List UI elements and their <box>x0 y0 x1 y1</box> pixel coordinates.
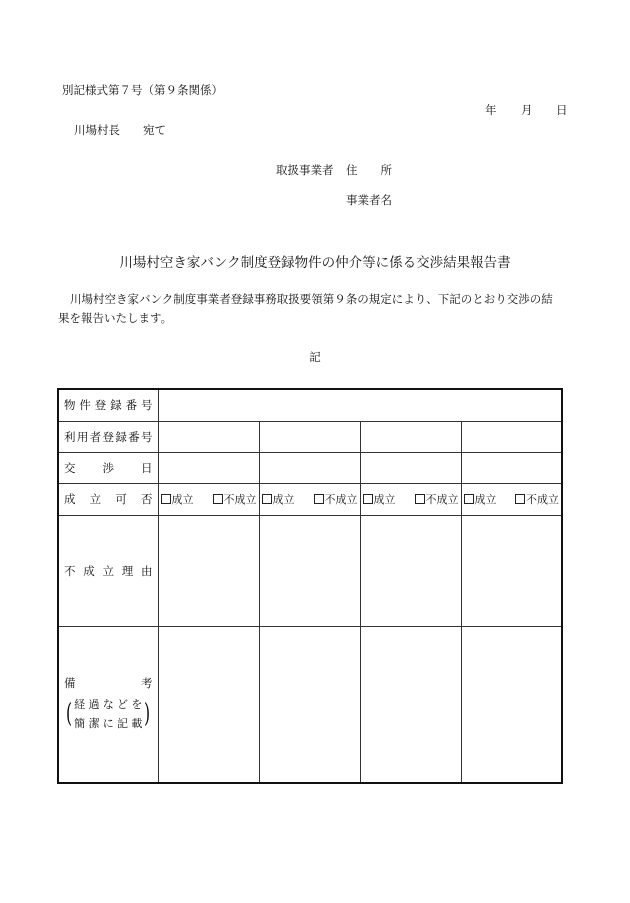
checkbox-icon <box>213 494 223 504</box>
failure-reason-field-4[interactable] <box>461 515 562 626</box>
property-number-label <box>59 397 158 413</box>
label-char: 号 <box>140 398 153 413</box>
label-char: 登 <box>94 398 107 413</box>
fail-checkbox[interactable] <box>515 491 559 507</box>
label-char: 者 <box>89 429 102 444</box>
fail-checkbox[interactable] <box>314 491 358 507</box>
handler-label: 取扱事業者 <box>276 163 334 177</box>
result-cell-1 <box>158 483 259 515</box>
body-line-1: 川場村空き家バンク制度事業者登録事務取扱要領第９条の規定により、下記のとおり交渉の結 <box>70 292 553 306</box>
ki-heading: 記 <box>309 350 321 364</box>
label-char: 番 <box>125 398 138 413</box>
remarks-field-1[interactable] <box>158 626 259 783</box>
row-user-number <box>58 421 562 452</box>
address-label: 住 所 <box>346 163 392 177</box>
failure-reason-field-1[interactable] <box>158 515 259 626</box>
label-char: 録 <box>115 429 127 444</box>
label-char: 由 <box>141 563 153 578</box>
label-char: 日 <box>141 460 153 475</box>
success-option-label: 成立 <box>474 493 497 506</box>
label-char: 渉 <box>102 460 114 475</box>
body-text <box>58 290 566 328</box>
failure-reason-field-3[interactable] <box>360 515 461 626</box>
fail-option-label: 不成立 <box>425 493 459 506</box>
body-line-2: 果を報告いたします。 <box>58 311 173 325</box>
result-cell-3 <box>360 483 461 515</box>
remarks-field-2[interactable] <box>259 626 360 783</box>
label-char: 成 <box>64 492 76 506</box>
addressee: 川場村長 宛て <box>74 123 166 137</box>
label-char: 号 <box>140 429 153 444</box>
success-checkbox[interactable] <box>363 491 396 507</box>
label-char: 番 <box>128 429 140 444</box>
user-number-field-1[interactable] <box>158 421 259 452</box>
label-char: 考 <box>141 676 153 691</box>
checkbox-icon <box>262 494 272 504</box>
form-number: 別記様式第７号（第９条関係） <box>62 83 223 97</box>
fail-option-label: 不成立 <box>223 493 257 506</box>
remarks-sub-line-1 <box>74 695 142 714</box>
negotiation-date-label <box>59 460 158 476</box>
checkbox-icon <box>363 494 373 504</box>
user-number-field-2[interactable] <box>259 421 360 452</box>
label-char: 利 <box>64 429 76 444</box>
row-result <box>58 483 562 515</box>
date-year: 年 <box>485 103 497 117</box>
fail-option-label: 不成立 <box>324 493 358 506</box>
remarks-field-4[interactable] <box>461 626 562 783</box>
label-char: 理 <box>121 563 134 578</box>
negotiation-date-field-3[interactable] <box>360 452 461 483</box>
label-failure-reason <box>58 515 158 626</box>
label-char: 備 <box>64 676 76 691</box>
label-char: 載 <box>131 717 143 731</box>
label-char: 潔 <box>88 717 100 731</box>
label-char: 立 <box>102 563 114 578</box>
business-name-label: 事業者名 <box>346 193 392 207</box>
checkbox-icon <box>161 494 171 504</box>
label-char: 交 <box>64 460 76 475</box>
success-option-label: 成立 <box>272 493 295 506</box>
page-title: 川場村空き家バンク制度登録物件の仲介等に係る交渉結果報告書 <box>119 255 511 271</box>
label-char: 登 <box>102 429 114 444</box>
remarks-note <box>64 695 153 733</box>
negotiation-date-field-2[interactable] <box>259 452 360 483</box>
result-cell-2 <box>259 483 360 515</box>
user-number-field-3[interactable] <box>360 421 461 452</box>
success-checkbox[interactable] <box>262 491 295 507</box>
report-table <box>57 388 563 784</box>
label-char: な <box>102 698 114 712</box>
user-number-field-4[interactable] <box>461 421 562 452</box>
label-char: 簡 <box>74 717 86 731</box>
remarks-field-3[interactable] <box>360 626 461 783</box>
label-char: に <box>102 717 114 731</box>
date-day: 日 <box>556 103 568 117</box>
label-char: 可 <box>115 492 127 506</box>
fail-checkbox[interactable] <box>415 491 459 507</box>
failure-reason-field-2[interactable] <box>259 515 360 626</box>
label-char: 件 <box>79 398 91 413</box>
label-property-number <box>58 389 158 421</box>
label-negotiation-date <box>58 452 158 483</box>
label-char: ど <box>117 698 129 712</box>
negotiation-date-field-1[interactable] <box>158 452 259 483</box>
left-bracket-icon: ( <box>66 699 73 730</box>
label-char: を <box>131 698 143 712</box>
checkbox-icon <box>464 494 474 504</box>
label-char: 記 <box>117 717 129 731</box>
checkbox-icon <box>515 494 525 504</box>
user-number-label <box>59 429 158 445</box>
success-checkbox[interactable] <box>161 491 194 507</box>
date-month: 月 <box>521 103 533 117</box>
label-char: 成 <box>83 563 95 578</box>
row-failure-reason <box>58 515 562 626</box>
remarks-label <box>64 675 153 691</box>
label-char: 不 <box>64 563 76 578</box>
label-char: 否 <box>140 492 153 506</box>
negotiation-date-field-4[interactable] <box>461 452 562 483</box>
right-bracket-icon: ) <box>144 699 151 730</box>
success-checkbox[interactable] <box>464 491 497 507</box>
label-char: 立 <box>89 492 102 506</box>
row-negotiation-date <box>58 452 562 483</box>
fail-checkbox[interactable] <box>213 491 257 507</box>
label-char: 録 <box>110 398 122 413</box>
result-cell-4 <box>461 483 562 515</box>
remarks-sub-line-2 <box>74 714 142 733</box>
success-option-label: 成立 <box>373 493 396 506</box>
label-result <box>58 483 158 515</box>
success-option-label: 成立 <box>171 493 194 506</box>
row-property-number <box>58 389 562 421</box>
label-user-number <box>58 421 158 452</box>
checkbox-icon <box>415 494 425 504</box>
label-char: 経 <box>74 698 86 712</box>
row-remarks <box>58 626 562 783</box>
label-char: 物 <box>64 398 76 413</box>
label-char: 用 <box>76 429 89 444</box>
label-remarks <box>58 626 158 783</box>
checkbox-icon <box>314 494 324 504</box>
label-char: 過 <box>88 698 100 712</box>
failure-reason-label <box>59 563 158 579</box>
fail-option-label: 不成立 <box>526 493 559 506</box>
result-label <box>59 491 158 507</box>
property-number-field[interactable] <box>158 389 562 421</box>
